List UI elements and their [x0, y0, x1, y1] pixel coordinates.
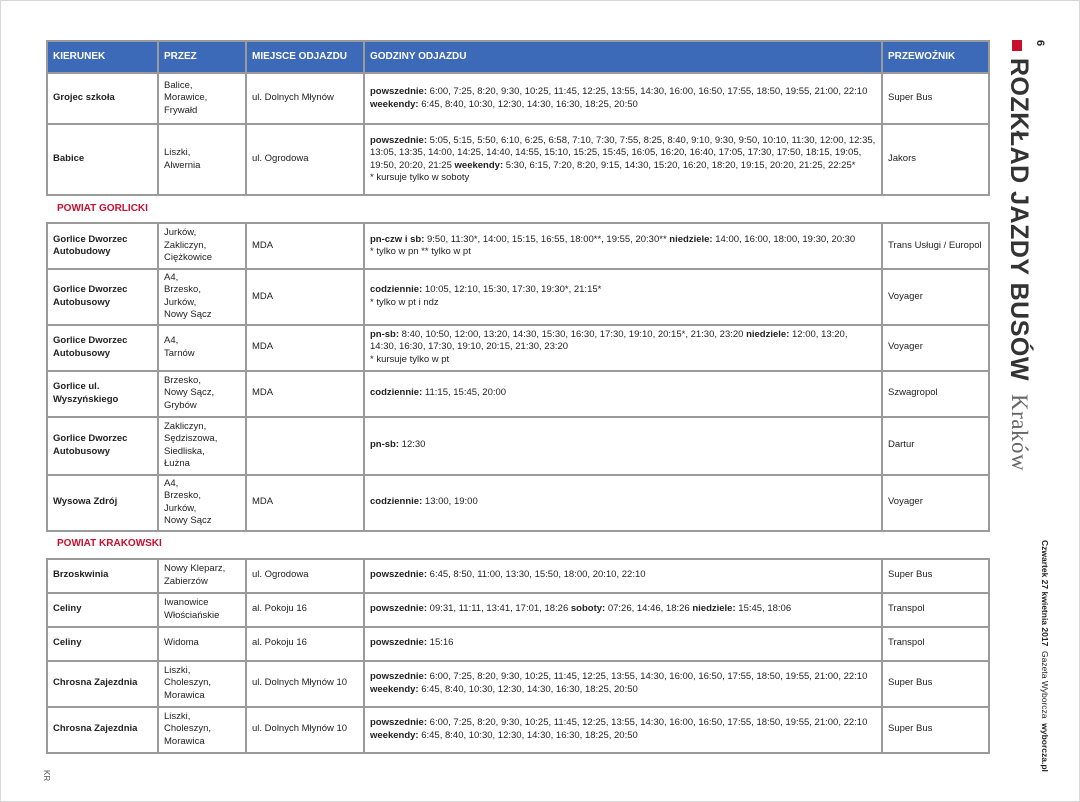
- via-stop: Choleszyn,: [164, 723, 211, 735]
- departure-times-cell: [364, 661, 882, 707]
- via-stop: Zabierzów: [164, 575, 208, 587]
- day-type-label: codziennie:: [370, 387, 423, 399]
- times-list: 6:45, 8:50, 11:00, 13:30, 15:50, 18:00, 20:10, 22:10: [427, 569, 646, 581]
- via-cell: [158, 475, 246, 531]
- times-list: 15:16: [427, 637, 454, 649]
- bus-schedule-table: [46, 40, 990, 754]
- via-stop: Nowy Sącz: [164, 515, 212, 527]
- day-type-label: powszednie:: [370, 569, 428, 581]
- times-list: 6:00, 7:25, 8:20, 9:30, 10:25, 11:45, 12:25, 13:55, 14:30, 16:00, 16:50, 17:55, 18:50, 19:55, 21:00, 22:10: [427, 671, 868, 683]
- departure-place-cell: ul. Dolnych Młynów 10: [246, 707, 364, 753]
- via-stop: Liszki,: [164, 665, 191, 677]
- via-stop: A4,: [164, 335, 179, 347]
- via-cell: [158, 559, 246, 593]
- via-stop: Morawica: [164, 735, 205, 747]
- via-stop: Włościańskie: [164, 609, 220, 621]
- departure-times-cell: [364, 475, 882, 531]
- via-stop: A4,: [164, 272, 179, 283]
- destination-cell: Gorlice Dworzec Autobudowy: [47, 223, 158, 269]
- times-list: 07:26, 14:46, 18:26: [605, 603, 693, 615]
- departure-place-cell: ul. Dolnych Młynów: [246, 73, 364, 124]
- destination-cell: Wysowa Zdrój: [47, 475, 158, 531]
- times-list: 12:30: [399, 439, 426, 451]
- times-list: 6:45, 8:40, 10:30, 12:30, 14:30, 16:30, 18:25, 20:50: [418, 98, 638, 110]
- departure-times-cell: [364, 593, 882, 627]
- times-list: 6:00, 7:25, 8:20, 9:30, 10:25, 11:45, 12:25, 13:55, 14:30, 16:00, 16:50, 17:55, 18:50, 19:55, 21:00, 22:10: [427, 717, 868, 729]
- via-stop: Nowy Sącz,: [164, 387, 215, 399]
- day-type-label: pn-sb:: [370, 439, 400, 451]
- website: wyborcza.pl: [1040, 723, 1050, 772]
- destination-cell: Gorlice ul. Wyszyńskiego: [47, 371, 158, 417]
- via-cell: [158, 73, 246, 124]
- times-list: 14:00, 16:00, 18:00, 19:30, 20:30: [712, 233, 856, 245]
- corner-mark: KR: [42, 770, 51, 782]
- day-type-label: codziennie:: [370, 496, 423, 508]
- day-type-label: powszednie:: [370, 86, 428, 98]
- departure-place-cell: MDA: [246, 269, 364, 325]
- via-stop: Zakliczyn,: [164, 239, 207, 251]
- day-type-label: soboty:: [570, 603, 606, 615]
- via-cell: [158, 124, 246, 195]
- day-type-label: weekendy:: [454, 159, 504, 171]
- times-note: * kursuje tylko w soboty: [370, 171, 470, 183]
- section-title: POWIAT GORLICKI: [47, 195, 989, 223]
- times-list: 15:45, 18:06: [735, 603, 792, 615]
- departure-place-cell: ul. Dolnych Młynów 10: [246, 661, 364, 707]
- via-stop: Jurków,: [164, 296, 197, 308]
- via-stop: Balice,: [164, 79, 193, 91]
- table-row: [47, 707, 989, 753]
- title-text: ROZKŁAD JAZDY BUSÓW: [1005, 58, 1033, 381]
- schedule-body: [47, 73, 989, 753]
- table-row: [47, 223, 989, 269]
- destination-cell: Celiny: [47, 627, 158, 661]
- times-list: 5:30, 6:15, 7:20, 8:20, 9:15, 14:30, 15:20, 16:20, 18:20, 19:15, 20:20, 21:25, 22:25*: [503, 159, 856, 171]
- via-stop: A4,: [164, 477, 179, 489]
- carrier-cell: Transpol: [882, 593, 989, 627]
- times-list: 5:05, 5:15, 5:50, 6:10, 6:25, 6:58, 7:10, 7:30, 7:55, 8:25, 8:40, 9:10, 9:30, 9:50, 10:10, 11:30, 12:00, 12:35, 13:05, 13:35, 14:00, 14:25, 14:40, 14:55, 15:10, 15:25, 15:45, 16:05, 16:20, 16:40, 17:05, 17:30, 17:50, 18:15, 19:05, 19:50, 20:20, 21:25: [370, 134, 876, 171]
- times-list: 6:45, 8:40, 10:30, 12:30, 14:30, 16:30, 18:25, 20:50: [418, 729, 638, 741]
- day-type-label: niedziele:: [669, 233, 713, 245]
- departure-times-cell: [364, 627, 882, 661]
- table-row: [47, 475, 989, 531]
- via-stop: Ciężkowice: [164, 252, 213, 264]
- departure-place-cell: MDA: [246, 223, 364, 269]
- header-row: [47, 41, 989, 73]
- departure-times-cell: [364, 417, 882, 475]
- day-type-label: niedziele:: [692, 603, 736, 615]
- times-list: 10:05, 12:10, 15:30, 17:30, 19:30*, 21:15*: [422, 284, 602, 296]
- times-list: 9:50, 11:30*, 14:00, 15:15, 16:55, 18:00**, 19:55, 20:30**: [424, 233, 670, 245]
- day-type-label: weekendy:: [370, 98, 419, 110]
- via-stop: Widoma: [164, 637, 199, 649]
- times-list: 09:31, 11:11, 13:41, 17:01, 18:26: [427, 603, 571, 615]
- day-type-label: weekendy:: [370, 729, 419, 741]
- day-type-label: powszednie:: [370, 134, 428, 146]
- via-stop: Liszki,: [164, 147, 191, 159]
- via-stop: Zakliczyn,: [164, 420, 207, 432]
- section-title: POWIAT KRAKOWSKI: [47, 531, 989, 559]
- day-type-label: powszednie:: [370, 717, 428, 729]
- day-type-label: powszednie:: [370, 671, 428, 683]
- departure-times-cell: [364, 559, 882, 593]
- city-name: Kraków: [1007, 394, 1032, 472]
- carrier-cell: Szwagropol: [882, 371, 989, 417]
- carrier-cell: Super Bus: [882, 559, 989, 593]
- via-stop: Brzesko,: [164, 375, 201, 387]
- departure-place-cell: MDA: [246, 475, 364, 531]
- via-cell: [158, 707, 246, 753]
- via-stop: Jurków,: [164, 227, 197, 239]
- destination-cell: Gorlice Dworzec Autobusowy: [47, 325, 158, 371]
- header-kierunek: KIERUNEK: [47, 41, 158, 73]
- destination-cell: Gorlice Dworzec Autobusowy: [47, 417, 158, 475]
- departure-times-cell: [364, 223, 882, 269]
- carrier-cell: Voyager: [882, 269, 989, 325]
- times-list: 12:00, 13:20, 14:30, 16:30, 17:30, 19:10, 20:15, 21:30, 23:20: [370, 329, 848, 353]
- departure-place-cell: MDA: [246, 371, 364, 417]
- departure-times-cell: [364, 269, 882, 325]
- carrier-cell: Super Bus: [882, 707, 989, 753]
- header-godziny-odjazdu: GODZINY ODJAZDU: [364, 41, 882, 73]
- destination-cell: Chrosna Zajezdnia: [47, 707, 158, 753]
- carrier-cell: Jakors: [882, 124, 989, 195]
- day-type-label: pn-czw i sb:: [370, 233, 425, 245]
- day-type-label: powszednie:: [370, 603, 428, 615]
- via-stop: Grybów: [164, 399, 197, 411]
- via-stop: Siedliska,: [164, 445, 205, 457]
- carrier-cell: Voyager: [882, 475, 989, 531]
- departure-times-cell: [364, 707, 882, 753]
- times-list: 6:45, 8:40, 10:30, 12:30, 14:30, 16:30, 18:25, 20:50: [418, 683, 638, 695]
- publication-name: Gazeta Wyborcza: [1040, 651, 1050, 719]
- section-header: [47, 195, 989, 223]
- times-list: 13:00, 19:00: [422, 496, 478, 508]
- header-przez: PRZEZ: [158, 41, 246, 73]
- via-cell: [158, 417, 246, 475]
- table-row: [47, 661, 989, 707]
- via-cell: [158, 269, 246, 325]
- departure-times-cell: [364, 371, 882, 417]
- issue-info: [1040, 540, 1050, 772]
- via-cell: [158, 627, 246, 661]
- departure-place-cell: al. Pokoju 16: [246, 627, 364, 661]
- day-type-label: weekendy:: [370, 683, 419, 695]
- via-stop: Łużna: [164, 458, 190, 470]
- via-stop: Jurków,: [164, 502, 197, 514]
- destination-cell: Brzoskwinia: [47, 559, 158, 593]
- destination-cell: Celiny: [47, 593, 158, 627]
- departure-place-cell: ul. Ogrodowa: [246, 559, 364, 593]
- departure-times-cell: [364, 124, 882, 195]
- via-cell: [158, 223, 246, 269]
- via-stop: Alwernia: [164, 159, 201, 171]
- page-number: 6: [1034, 40, 1046, 47]
- table-row: [47, 73, 989, 124]
- carrier-cell: Super Bus: [882, 661, 989, 707]
- times-list: 8:40, 10:50, 12:00, 13:20, 14:30, 15:30, 16:30, 17:30, 19:10, 20:15*, 21:30, 23:20: [399, 329, 747, 341]
- issue-date: Czwartek 27 kwietnia 2017: [1040, 540, 1050, 647]
- times-list: 11:15, 15:45, 20:00: [422, 387, 507, 399]
- via-cell: [158, 325, 246, 371]
- departure-times-cell: [364, 73, 882, 124]
- via-stop: Brzesko,: [164, 284, 201, 296]
- day-type-label: niedziele:: [746, 329, 790, 341]
- via-stop: Morawica: [164, 689, 205, 701]
- section-header: [47, 531, 989, 559]
- departure-place-cell: ul. Ogrodowa: [246, 124, 364, 195]
- via-stop: Frywałd: [164, 104, 198, 116]
- via-stop: Nowy Sącz: [164, 309, 212, 321]
- table-row: [47, 371, 989, 417]
- carrier-cell: Super Bus: [882, 73, 989, 124]
- section-title: [1004, 58, 1033, 471]
- times-note: * tylko w pn ** tylko w pt: [370, 246, 471, 257]
- destination-cell: Chrosna Zajezdnia: [47, 661, 158, 707]
- carrier-cell: Voyager: [882, 325, 989, 371]
- table-row: [47, 559, 989, 593]
- times-list: 6:00, 7:25, 8:20, 9:30, 10:25, 11:45, 12:25, 13:55, 14:30, 16:00, 16:50, 17:55, 18:50, 19:55, 21:00, 22:10: [427, 86, 868, 98]
- departure-place-cell: MDA: [246, 325, 364, 371]
- times-note: * kursuje tylko w pt: [370, 353, 450, 365]
- day-type-label: pn-sb:: [370, 329, 400, 341]
- departure-place-cell: al. Pokoju 16: [246, 593, 364, 627]
- red-marker: [1012, 40, 1022, 51]
- departure-times-cell: [364, 325, 882, 371]
- table-row: [47, 593, 989, 627]
- destination-cell: Grojec szkoła: [47, 73, 158, 124]
- destination-cell: Babice: [47, 124, 158, 195]
- carrier-cell: Transpol: [882, 627, 989, 661]
- via-cell: [158, 661, 246, 707]
- day-type-label: powszednie:: [370, 637, 428, 649]
- via-cell: [158, 593, 246, 627]
- via-stop: Nowy Kleparz,: [164, 563, 226, 575]
- times-note: * tylko w pt i ndz: [370, 296, 439, 308]
- departure-place-cell: [246, 417, 364, 475]
- carrier-cell: Dartur: [882, 417, 989, 475]
- table-row: [47, 325, 989, 371]
- via-stop: Tarnów: [164, 347, 195, 359]
- header-miejsce-odjazdu: MIEJSCE ODJAZDU: [246, 41, 364, 73]
- via-stop: Brzesko,: [164, 490, 201, 502]
- via-stop: Iwanowice: [164, 597, 209, 609]
- via-stop: Morawice,: [164, 92, 208, 104]
- via-cell: [158, 371, 246, 417]
- table-row: [47, 124, 989, 195]
- via-stop: Choleszyn,: [164, 677, 211, 689]
- via-stop: Sędziszowa,: [164, 433, 218, 445]
- header-przewoznik: PRZEWOŹNIK: [882, 41, 989, 73]
- table-row: [47, 627, 989, 661]
- via-stop: Liszki,: [164, 711, 191, 723]
- day-type-label: codziennie:: [370, 284, 423, 296]
- destination-cell: Gorlice Dworzec Autobusowy: [47, 269, 158, 325]
- table-row: [47, 269, 989, 325]
- table-row: [47, 417, 989, 475]
- carrier-cell: Trans Usługi / Europol: [882, 223, 989, 269]
